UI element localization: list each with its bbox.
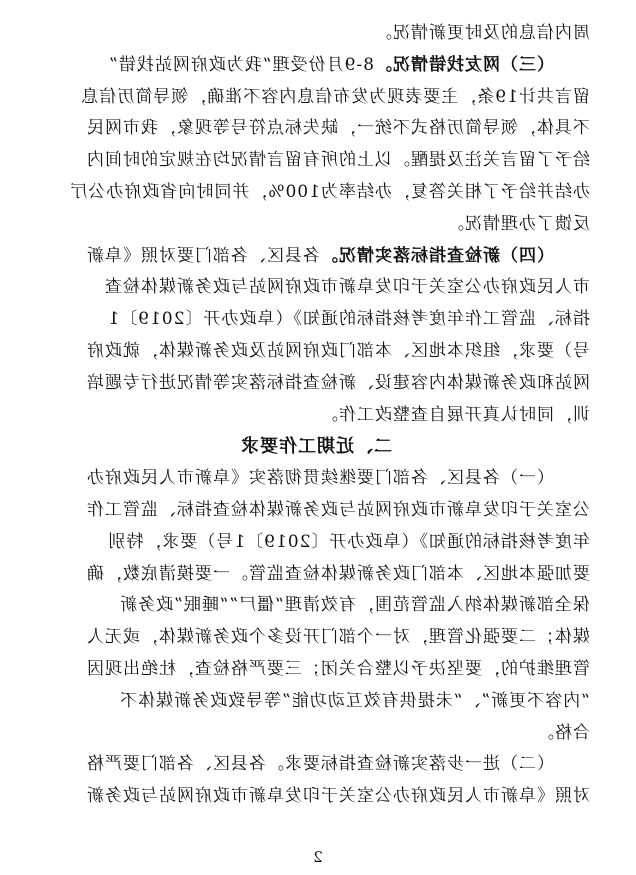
text-line: 市人民政府办公室关于印发阜新市政府网站与政务新媒体检查 — [104, 277, 590, 298]
text-line: 管理维护的，要坚决予以整合关闭；三要严格检查，杜绝出现因 — [86, 658, 590, 679]
text-line: 要加强本地区、本部门政务新媒体检查监管。一要摸清底数，确 — [86, 563, 590, 584]
text-line: 指标、监管工作年度考核指标的通知》（阜政办开〔2019〕1 — [107, 309, 590, 330]
text-line: （二）进一步落实新检查指标要求。各县区、各部门要严格 — [86, 754, 554, 775]
text-line: 号）要求，组织本地区、本部门政府网站及政务新媒体，就政府 — [86, 340, 590, 361]
section-lead: （四）新检查指标落实情况。 — [320, 245, 554, 266]
text-line: （一）各县区、各部门要继续贯彻落实《阜新市人民政府办 — [86, 468, 554, 489]
text-line: 周内信息的及时更新情况。 — [374, 23, 590, 43]
document-body — [42, 18, 590, 813]
paragraph-requirement-2 — [42, 749, 590, 813]
text-line: 公室关于印发阜新市政府网站与政务新媒体检查指标、监管工作 — [86, 499, 590, 520]
text-line: 网站和政务新媒体内容建设、新检查指标落实等情况进行专题培 — [86, 372, 590, 393]
text-line: 办结并给予了相关答复，办结率为100%，并同时向省政府办公厅 — [69, 181, 590, 202]
paragraph-netizen-errors — [42, 50, 590, 241]
text-line: 不具体，领导简历格式不统一，缺失标点符号等现象，我市网民 — [86, 118, 590, 139]
text-line: （三）网友找错情况。8-9月份受理“我为政府网站找错” — [108, 54, 554, 75]
text-line: 媒体；二要强化管理，对一个部门开设多个政务新媒体，或无人 — [86, 627, 590, 648]
text-line: 反馈了办理情况。 — [446, 213, 590, 234]
text-line: 保全部新媒体纳入监管范围，有效清理“僵尸”“睡眠”政务新 — [119, 595, 590, 616]
text-line: 年度考核指标的通知》（阜政办开〔2019〕1号）要求，特别 — [107, 531, 590, 552]
section-heading: 二、近期工作要求 — [240, 436, 392, 458]
text-line: 训，同时认真开展自查整改工作。 — [320, 404, 590, 425]
text-line: 留言共计19条，主要表现为发布信息内容不准确，领导简历信息 — [80, 86, 590, 107]
text-line: 合格。 — [536, 722, 590, 743]
text-line: “内容不更新”、“未提供有效互动功能”等导致政务新媒体不 — [119, 690, 590, 711]
text-line: （四）新检查指标落实情况。各县区、各部门要对照《阜新 — [86, 245, 554, 266]
section-lead: （三）网友找错情况。 — [374, 54, 554, 75]
paragraph-new-indicators — [42, 241, 590, 432]
paragraph-continuation — [42, 18, 590, 50]
page-number: 2 — [313, 848, 323, 866]
paragraph-requirement-1 — [42, 463, 590, 749]
text-line: 对照《阜新市人民政府办公室关于印发阜新市政府网站与政务新 — [86, 786, 590, 807]
text-line: 给予了留言关注及提醒。以上的所有留言情况均在规定的时间内 — [86, 150, 590, 171]
